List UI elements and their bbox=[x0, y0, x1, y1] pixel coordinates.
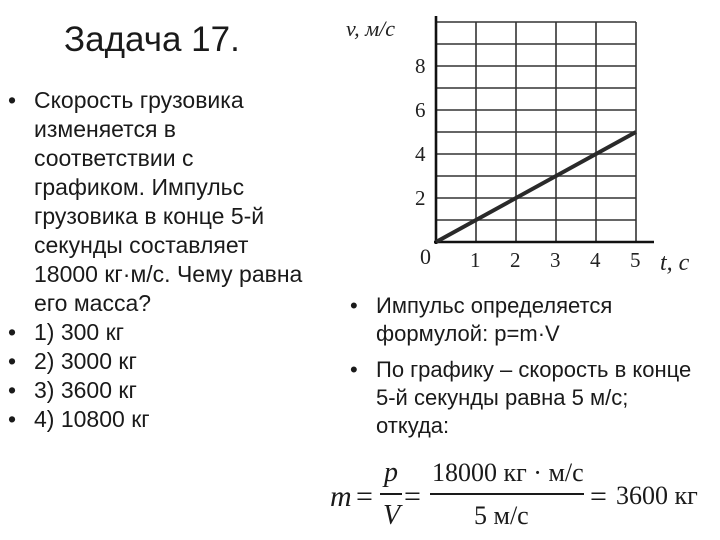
y-tick-label: 6 bbox=[415, 98, 426, 122]
y-tick-label: 4 bbox=[415, 142, 426, 166]
x-tick-label: 3 bbox=[550, 248, 561, 272]
origin-label: 0 bbox=[420, 244, 431, 269]
problem-statement: • Скорость грузовика изменяется в соответствии с графиком. Импульс грузовика в конце 5-й секунды составляет 18000 кг·м/с. Чему равна его масса? bbox=[0, 86, 310, 318]
x-axis-label: t, с bbox=[660, 250, 690, 276]
x-tick-label: 2 bbox=[510, 248, 521, 272]
x-tick-label: 4 bbox=[590, 248, 601, 272]
formula-frac1-num: p bbox=[384, 457, 398, 488]
answer-option-2: • 2) 3000 кг bbox=[0, 347, 310, 376]
chart-series bbox=[436, 132, 636, 242]
formula-frac1-den: V bbox=[383, 500, 401, 531]
solution-step-2: • По графику – скорость в конце 5-й секунды равна 5 м/с; откуда: bbox=[346, 356, 706, 440]
y-axis-label: v, м/с bbox=[346, 16, 396, 41]
formula-frac2-den: 5 м/с bbox=[474, 501, 529, 530]
chart-tick-labels bbox=[415, 54, 641, 272]
formula-eq2: = bbox=[404, 480, 421, 513]
answer-option-4: • 4) 10800 кг bbox=[0, 405, 310, 434]
x-tick-label: 1 bbox=[470, 248, 481, 272]
y-tick-label: 2 bbox=[415, 186, 426, 210]
chart-axes bbox=[434, 16, 654, 244]
formula-eq3: = bbox=[590, 480, 607, 513]
formula-result: 3600 кг bbox=[616, 481, 698, 510]
y-tick-label: 8 bbox=[415, 54, 426, 78]
chart-grid bbox=[436, 22, 636, 242]
slide-title: Задача 17. bbox=[64, 20, 240, 59]
solution-step-1: • Импульс определяется формулой: p=m·V bbox=[346, 292, 706, 348]
formula-frac2-num: 18000 кг · м/с bbox=[432, 458, 584, 487]
answer-option-3: • 3) 3600 кг bbox=[0, 376, 310, 405]
x-tick-label: 5 bbox=[630, 248, 641, 272]
velocity-line bbox=[436, 132, 636, 242]
answer-option-1: • 1) 300 кг bbox=[0, 318, 310, 347]
formula-lhs: m bbox=[330, 480, 352, 513]
formula-eq1: = bbox=[356, 480, 373, 513]
